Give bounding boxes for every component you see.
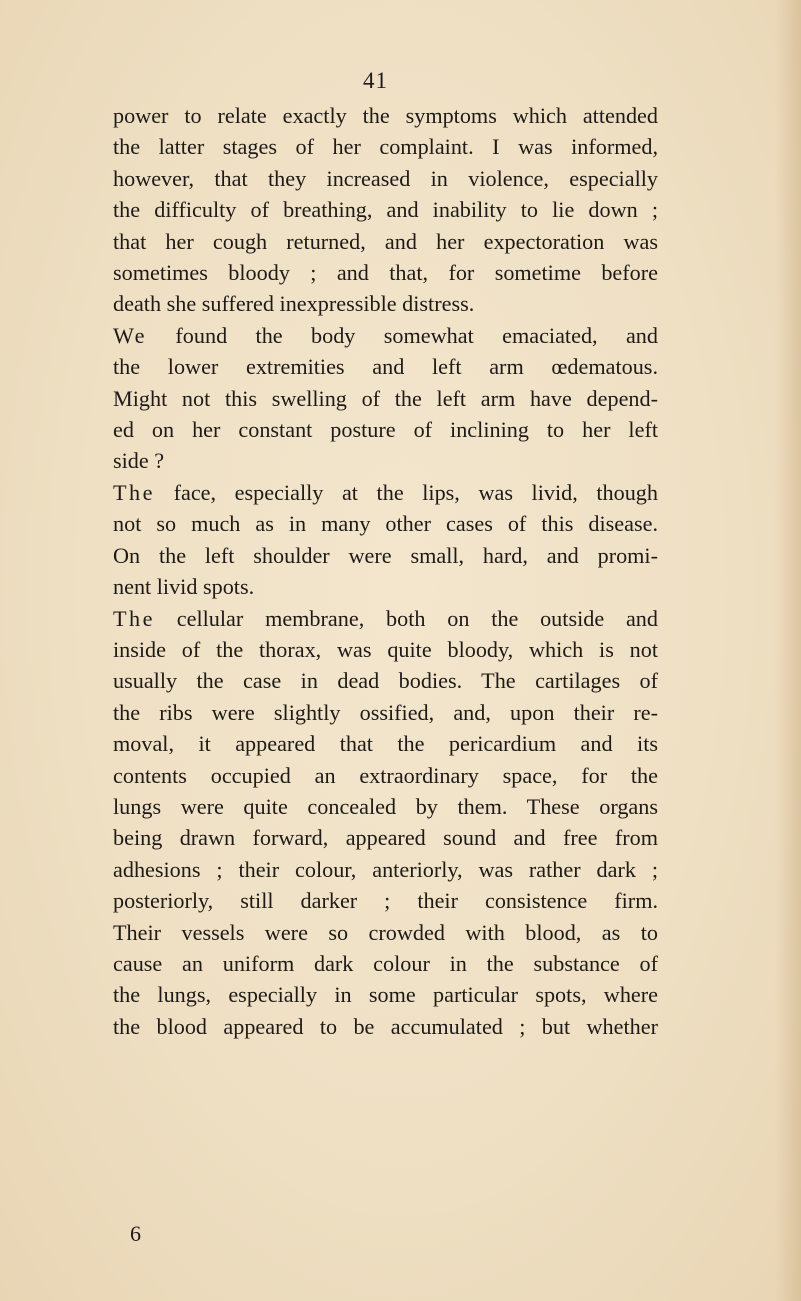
paragraph-lead: The [113, 479, 155, 505]
paragraph-lead: We [113, 322, 148, 348]
text-line: side ? [113, 448, 165, 474]
paragraph-lead: The [113, 605, 155, 631]
body-text [113, 100, 658, 1042]
text-line: moval, it appeared that the pericardium and its [113, 731, 658, 757]
text-line: the ribs were slightly ossified, and, upon their re- [113, 699, 658, 725]
text-line: Their vessels were so crowded with blood, as to [113, 919, 658, 945]
text-line: Might not this swelling of the left arm have depend- [113, 385, 658, 411]
text-line: the blood appeared to be accumulated ; but whether [113, 1013, 658, 1039]
text-line: the latter stages of her complaint. I was informed, [113, 134, 658, 160]
text-line: being drawn forward, appeared sound and free from [113, 825, 658, 851]
paragraph-first-line [113, 477, 658, 508]
signature-mark: 6 [130, 1221, 141, 1246]
text-line: adhesions ; their colour, anteriorly, was rather dark ; [113, 856, 658, 882]
text-line: the difficulty of breathing, and inability to lie down ; [113, 197, 658, 223]
text-line: usually the case in dead bodies. The cartilages of [113, 668, 658, 694]
paragraph-first-line [113, 603, 658, 634]
text-line: nent livid spots. [113, 574, 255, 600]
text-line: posteriorly, still darker ; their consistence firm. [113, 888, 658, 914]
text-line: the lower extremities and left arm œdematous. [113, 354, 658, 380]
text-line: cause an uniform dark colour in the substance of [113, 950, 658, 976]
text-line: death she suffered inexpressible distress. [113, 291, 475, 317]
text-line: however, that they increased in violence, especially [113, 165, 658, 191]
text-line: On the left shoulder were small, hard, and promi- [113, 542, 658, 568]
page-number: 41 [363, 68, 388, 93]
text-line: that her cough returned, and her expectoration was [113, 228, 658, 254]
text-line: lungs were quite concealed by them. These organs [113, 793, 658, 819]
text-line: the lungs, especially in some particular spots, where [113, 982, 658, 1008]
text-line: not so much as in many other cases of this disease. [113, 511, 658, 537]
text-line-rest: cellular membrane, both on the outside and [155, 605, 658, 631]
paragraph-first-line [113, 320, 658, 351]
text-line-rest: face, especially at the lips, was livid, though [155, 479, 658, 505]
text-line: ed on her constant posture of inclining to her left [113, 417, 658, 443]
page-edge-shadow [775, 0, 801, 1301]
text-line: contents occupied an extraordinary space, for the [113, 762, 658, 788]
text-line: sometimes bloody ; and that, for sometime before [113, 260, 658, 286]
text-line-rest: found the body somewhat emaciated, and [147, 322, 658, 348]
text-line: power to relate exactly the symptoms which attended [113, 103, 658, 128]
text-line: inside of the thorax, was quite bloody, which is not [113, 636, 658, 662]
